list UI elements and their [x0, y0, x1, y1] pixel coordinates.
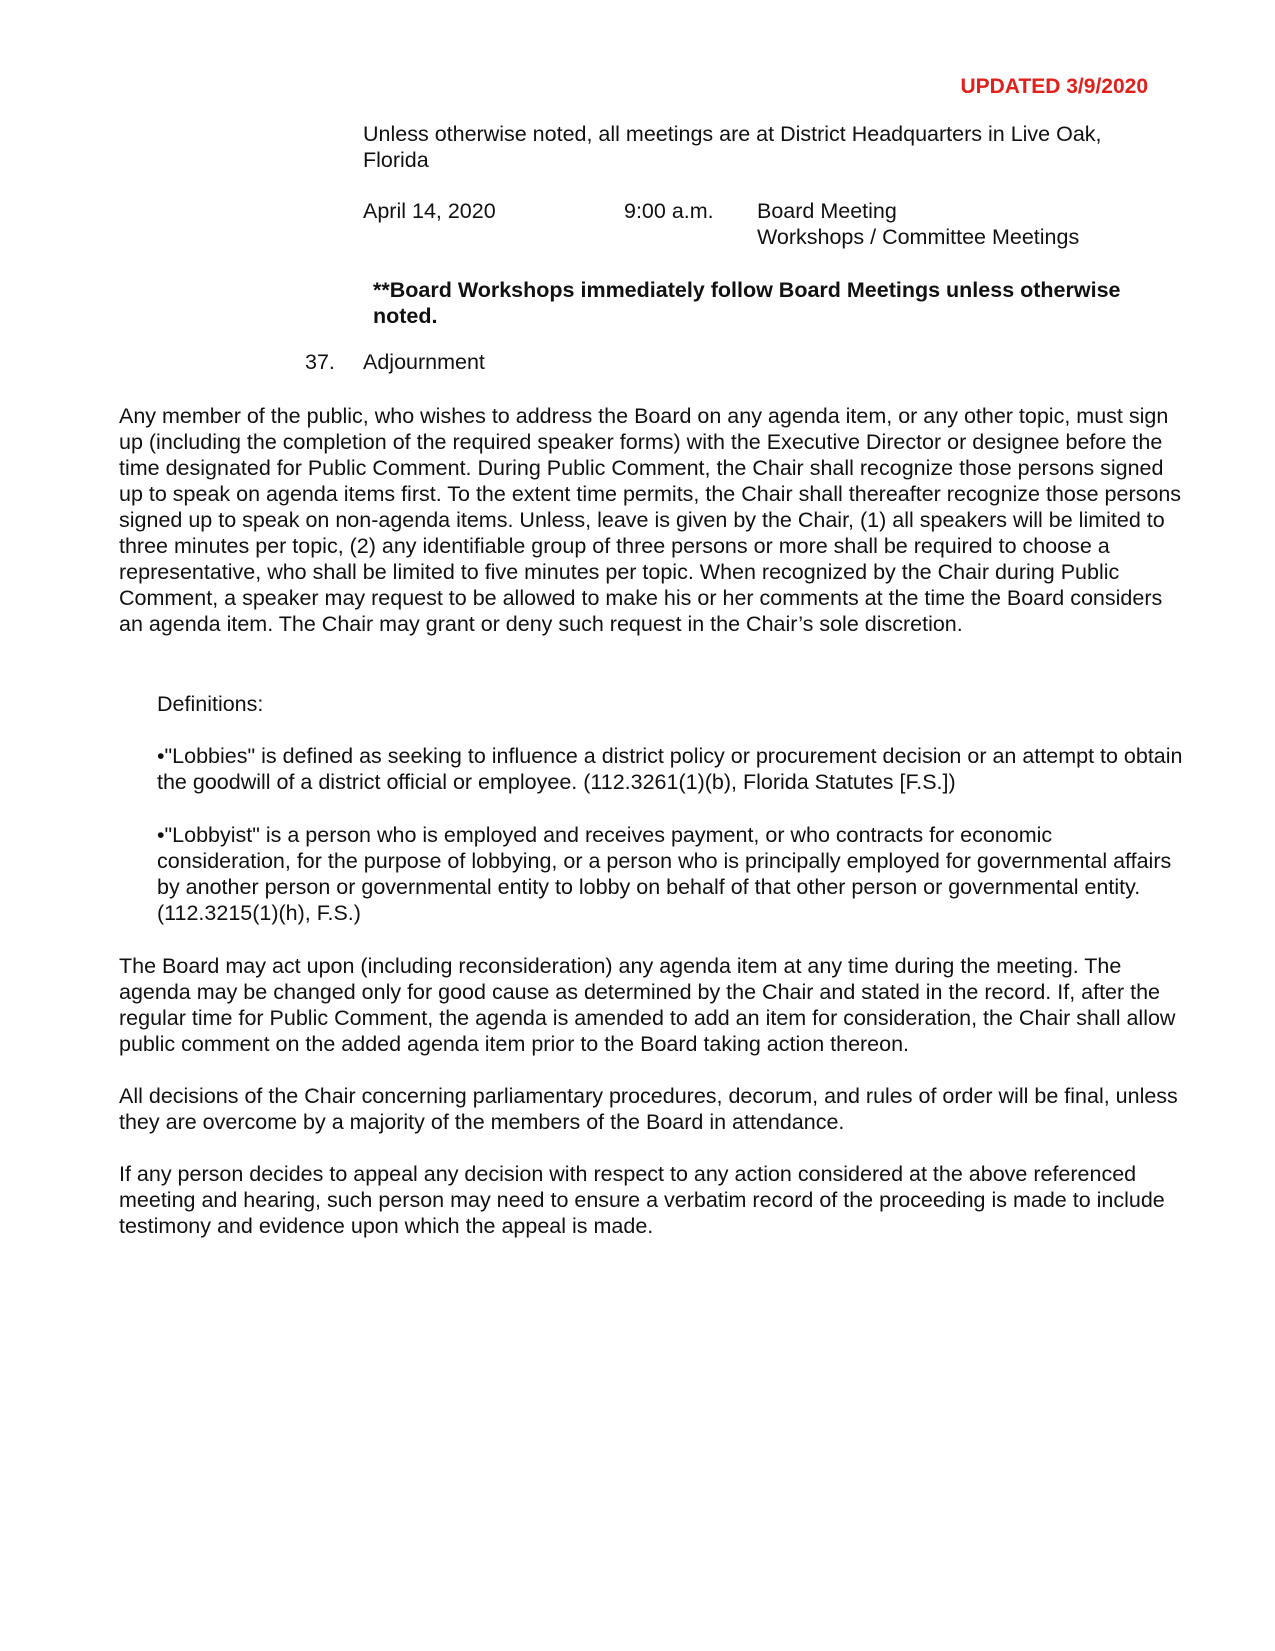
meeting-types: [757, 198, 1079, 250]
appeal-paragraph: If any person decides to appeal any decision with respect to any action considered at the above referenced meeting and hearing, such person may need to ensure a verbatim record of the proceeding is made to include testimony and evidence upon which the appeal is made.: [119, 1162, 1165, 1238]
meeting-type-workshops: Workshops / Committee Meetings: [757, 225, 1080, 249]
chair-decisions-paragraph: All decisions of the Chair concerning parliamentary procedures, decorum, and rules of order will be final, unless they are overcome by a majority of the members of the Board in attendance.: [119, 1084, 1178, 1134]
board-action-paragraph: The Board may act upon (including reconsideration) any agenda item at any time during the meeting. The agenda may be changed only for good cause as determined by the Chair and stated in the record. If, after the regular time for Public Comment, the agenda is amended to add an item for consideration, the Chair shall allow public comment on the added agenda item prior to the Board taking action thereon.: [119, 954, 1176, 1056]
meeting-schedule-row: [363, 198, 1163, 258]
agenda-item-number: 37.: [305, 350, 335, 374]
meeting-type-board: Board Meeting: [757, 199, 897, 223]
agenda-item-title: Adjournment: [363, 350, 485, 374]
updated-stamp: UPDATED 3/9/2020: [960, 75, 1148, 98]
public-comment-paragraph: Any member of the public, who wishes to address the Board on any agenda item, or any other topic, must sign up (including the completion of the required speaker forms) with the Executive Director or designee before the time designated for Public Comment. During Public Comment, the Chair shall recognize those persons signed up to speak on agenda items first. To the extent time permits, the Chair shall thereafter recognize those persons signed up to speak on non-agenda items. Unless, leave is given by the Chair, (1) all speakers will be limited to three minutes per topic, (2) any identifiable group of three persons or more shall be required to choose a representative, who shall be limited to five minutes per topic. When recognized by the Chair during Public Comment, a speaker may request to be allowed to make his or her comments at the time the Board considers an agenda item. The Chair may grant or deny such request in the Chair’s sole discretion.: [119, 404, 1182, 636]
agenda-item-adjournment: [305, 349, 485, 375]
meeting-time: 9:00 a.m.: [624, 199, 714, 223]
definition-lobbyist: •"Lobbyist" is a person who is employed and receives payment, or who contracts for economic consideration, for the purpose of lobbying, or a person who is principally employed for governmental affairs by another person or governmental entity to lobby on behalf of that other person or governmental entity. (112.3215(1)(h), F.S.): [157, 823, 1172, 925]
meeting-date: April 14, 2020: [363, 199, 496, 223]
workshop-note: **Board Workshops immediately follow Board Meetings unless otherwise noted.: [373, 278, 1121, 328]
meeting-location-note: Unless otherwise noted, all meetings are at District Headquarters in Live Oak, Florida: [363, 122, 1102, 172]
definition-lobbies: •"Lobbies" is defined as seeking to influence a district policy or procurement decision or an attempt to obtain the goodwill of a district official or employee. (112.3261(1)(b), Florida Statutes [F.S.]): [157, 744, 1183, 794]
definitions-heading: Definitions:: [157, 692, 264, 716]
